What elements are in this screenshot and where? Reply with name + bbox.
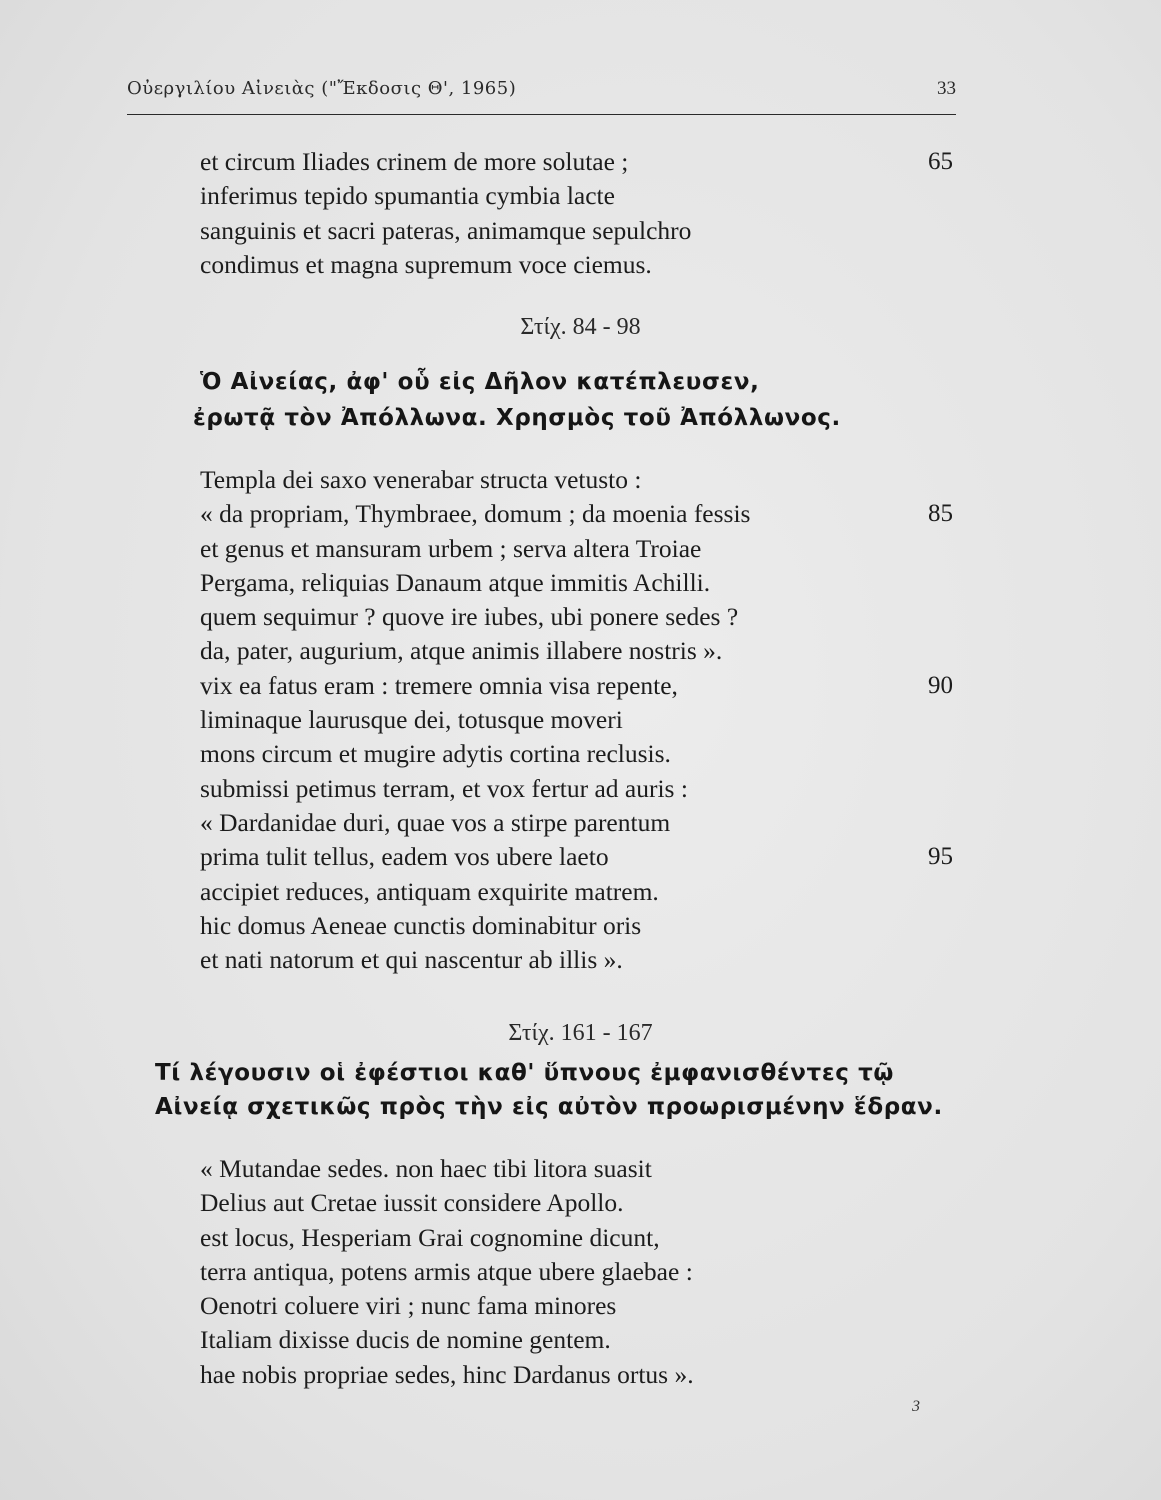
verse-text: da, pater, augurium, atque animis illabere nostris ». xyxy=(200,636,723,666)
running-header xyxy=(127,74,956,115)
stanza-2 xyxy=(200,463,960,977)
verse-text: mons circum et mugire adytis cortina reclusis. xyxy=(200,739,671,769)
verse-line xyxy=(200,634,960,668)
verse-line xyxy=(200,145,960,179)
verse-text: « Dardanidae duri, quae vos a stirpe parentum xyxy=(200,807,671,837)
verse-line xyxy=(200,600,960,634)
verse-text: « da propriam, Thymbraee, domum ; da moenia fessis xyxy=(200,499,751,529)
section-heading-2: Στίχ. 161 - 167 xyxy=(508,1020,653,1046)
verse-text: Italiam dixisse ducis de nomine gentem. xyxy=(200,1325,611,1355)
verse-line xyxy=(200,1221,960,1255)
greek-summary-line-4: Αἰνείᾳ σχετικῶς πρὸς τὴν εἰς αὐτὸν προωρισμένην ἕδραν. xyxy=(155,1094,943,1120)
verse-text: Oenotri coluere viri ; nunc fama minores xyxy=(200,1291,617,1321)
verse-text: accipiet reduces, antiquam exquirite matrem. xyxy=(200,876,659,906)
verse-text: hae nobis propriae sedes, hinc Dardanus ortus ». xyxy=(200,1359,694,1389)
verse-line xyxy=(200,179,960,213)
verse-text: et circum Iliades crinem de more solutae ; xyxy=(200,147,629,176)
verse-line xyxy=(200,875,960,909)
verse-text: hic domus Aeneae cunctis dominabitur oris xyxy=(200,910,642,940)
verse-text: Pergama, reliquias Danaum atque immitis Achilli. xyxy=(200,567,711,597)
verse-text: liminaque laurusque dei, totusque moveri xyxy=(200,705,623,735)
verse-text: inferimus tepido spumantia cymbia lacte xyxy=(200,181,615,211)
verse-line xyxy=(200,703,960,737)
line-number: 85 xyxy=(928,500,953,528)
verse-text: quem sequimur ? quove ire iubes, ubi ponere sedes ? xyxy=(200,602,739,632)
verse-line xyxy=(200,1358,960,1392)
verse-line xyxy=(200,772,960,806)
line-number: 65 xyxy=(928,148,953,175)
verse-text: vix ea fatus eram : tremere omnia visa repente, xyxy=(200,670,678,700)
verse-line xyxy=(200,840,960,874)
stanza-3 xyxy=(200,1152,960,1392)
verse-line xyxy=(200,214,960,248)
verse-line xyxy=(200,1323,960,1357)
verse-line xyxy=(200,909,960,943)
verse-text: Delius aut Cretae iussit considere Apollo. xyxy=(200,1188,624,1218)
verse-text: et nati natorum et qui nascentur ab illis ». xyxy=(200,945,623,975)
verse-text: submissi petimus terram, et vox fertur ad auris : xyxy=(200,773,688,803)
verse-line xyxy=(200,806,960,840)
verse-text: condimus et magna supremum voce ciemus. xyxy=(200,249,652,279)
verse-line xyxy=(200,1289,960,1323)
stanza-1 xyxy=(200,145,960,282)
verse-text: « Mutandae sedes. non haec tibi litora suasit xyxy=(200,1154,652,1183)
verse-line xyxy=(200,566,960,600)
verse-line xyxy=(200,1186,960,1220)
verse-line xyxy=(200,737,960,771)
greek-summary-line-2: ἐρωτᾷ τὸν Ἀπόλλωνα. Χρησμὸς τοῦ Ἀπόλλωνος. xyxy=(193,405,841,431)
running-title: Οὐεργιλίου Αἰνειὰς ("Ἔκδοσις Θ', 1965) xyxy=(127,78,517,99)
greek-summary-line-1: Ὁ Αἰνείας, ἀφ' οὗ εἰς Δῆλον κατέπλευσεν, xyxy=(200,369,760,395)
signature-mark: 3 xyxy=(912,1398,920,1415)
verse-text: terra antiqua, potens armis atque ubere glaebae : xyxy=(200,1256,693,1286)
greek-summary-line-3: Τί λέγουσιν οἱ ἐφέστιοι καθ' ὕπνους ἐμφανισθέντες τῷ xyxy=(155,1060,894,1086)
verse-line xyxy=(200,463,960,497)
verse-text: et genus et mansuram urbem ; serva altera Troiae xyxy=(200,533,702,563)
verse-line xyxy=(200,669,960,703)
section-heading-1: Στίχ. 84 - 98 xyxy=(520,314,641,340)
page-number: 33 xyxy=(937,78,956,99)
line-number: 90 xyxy=(928,671,953,699)
verse-text: prima tulit tellus, eadem vos ubere laeto xyxy=(200,842,609,872)
verse-line xyxy=(200,248,960,282)
verse-line xyxy=(200,532,960,566)
verse-line xyxy=(200,497,960,531)
verse-text: est locus, Hesperiam Grai cognomine dicunt, xyxy=(200,1222,660,1252)
verse-text: sanguinis et sacri pateras, animamque sepulchro xyxy=(200,215,692,245)
line-number: 95 xyxy=(928,843,953,871)
verse-text: Templa dei saxo venerabar structa vetusto : xyxy=(200,465,642,494)
verse-line xyxy=(200,943,960,977)
verse-line xyxy=(200,1152,960,1186)
verse-line xyxy=(200,1255,960,1289)
